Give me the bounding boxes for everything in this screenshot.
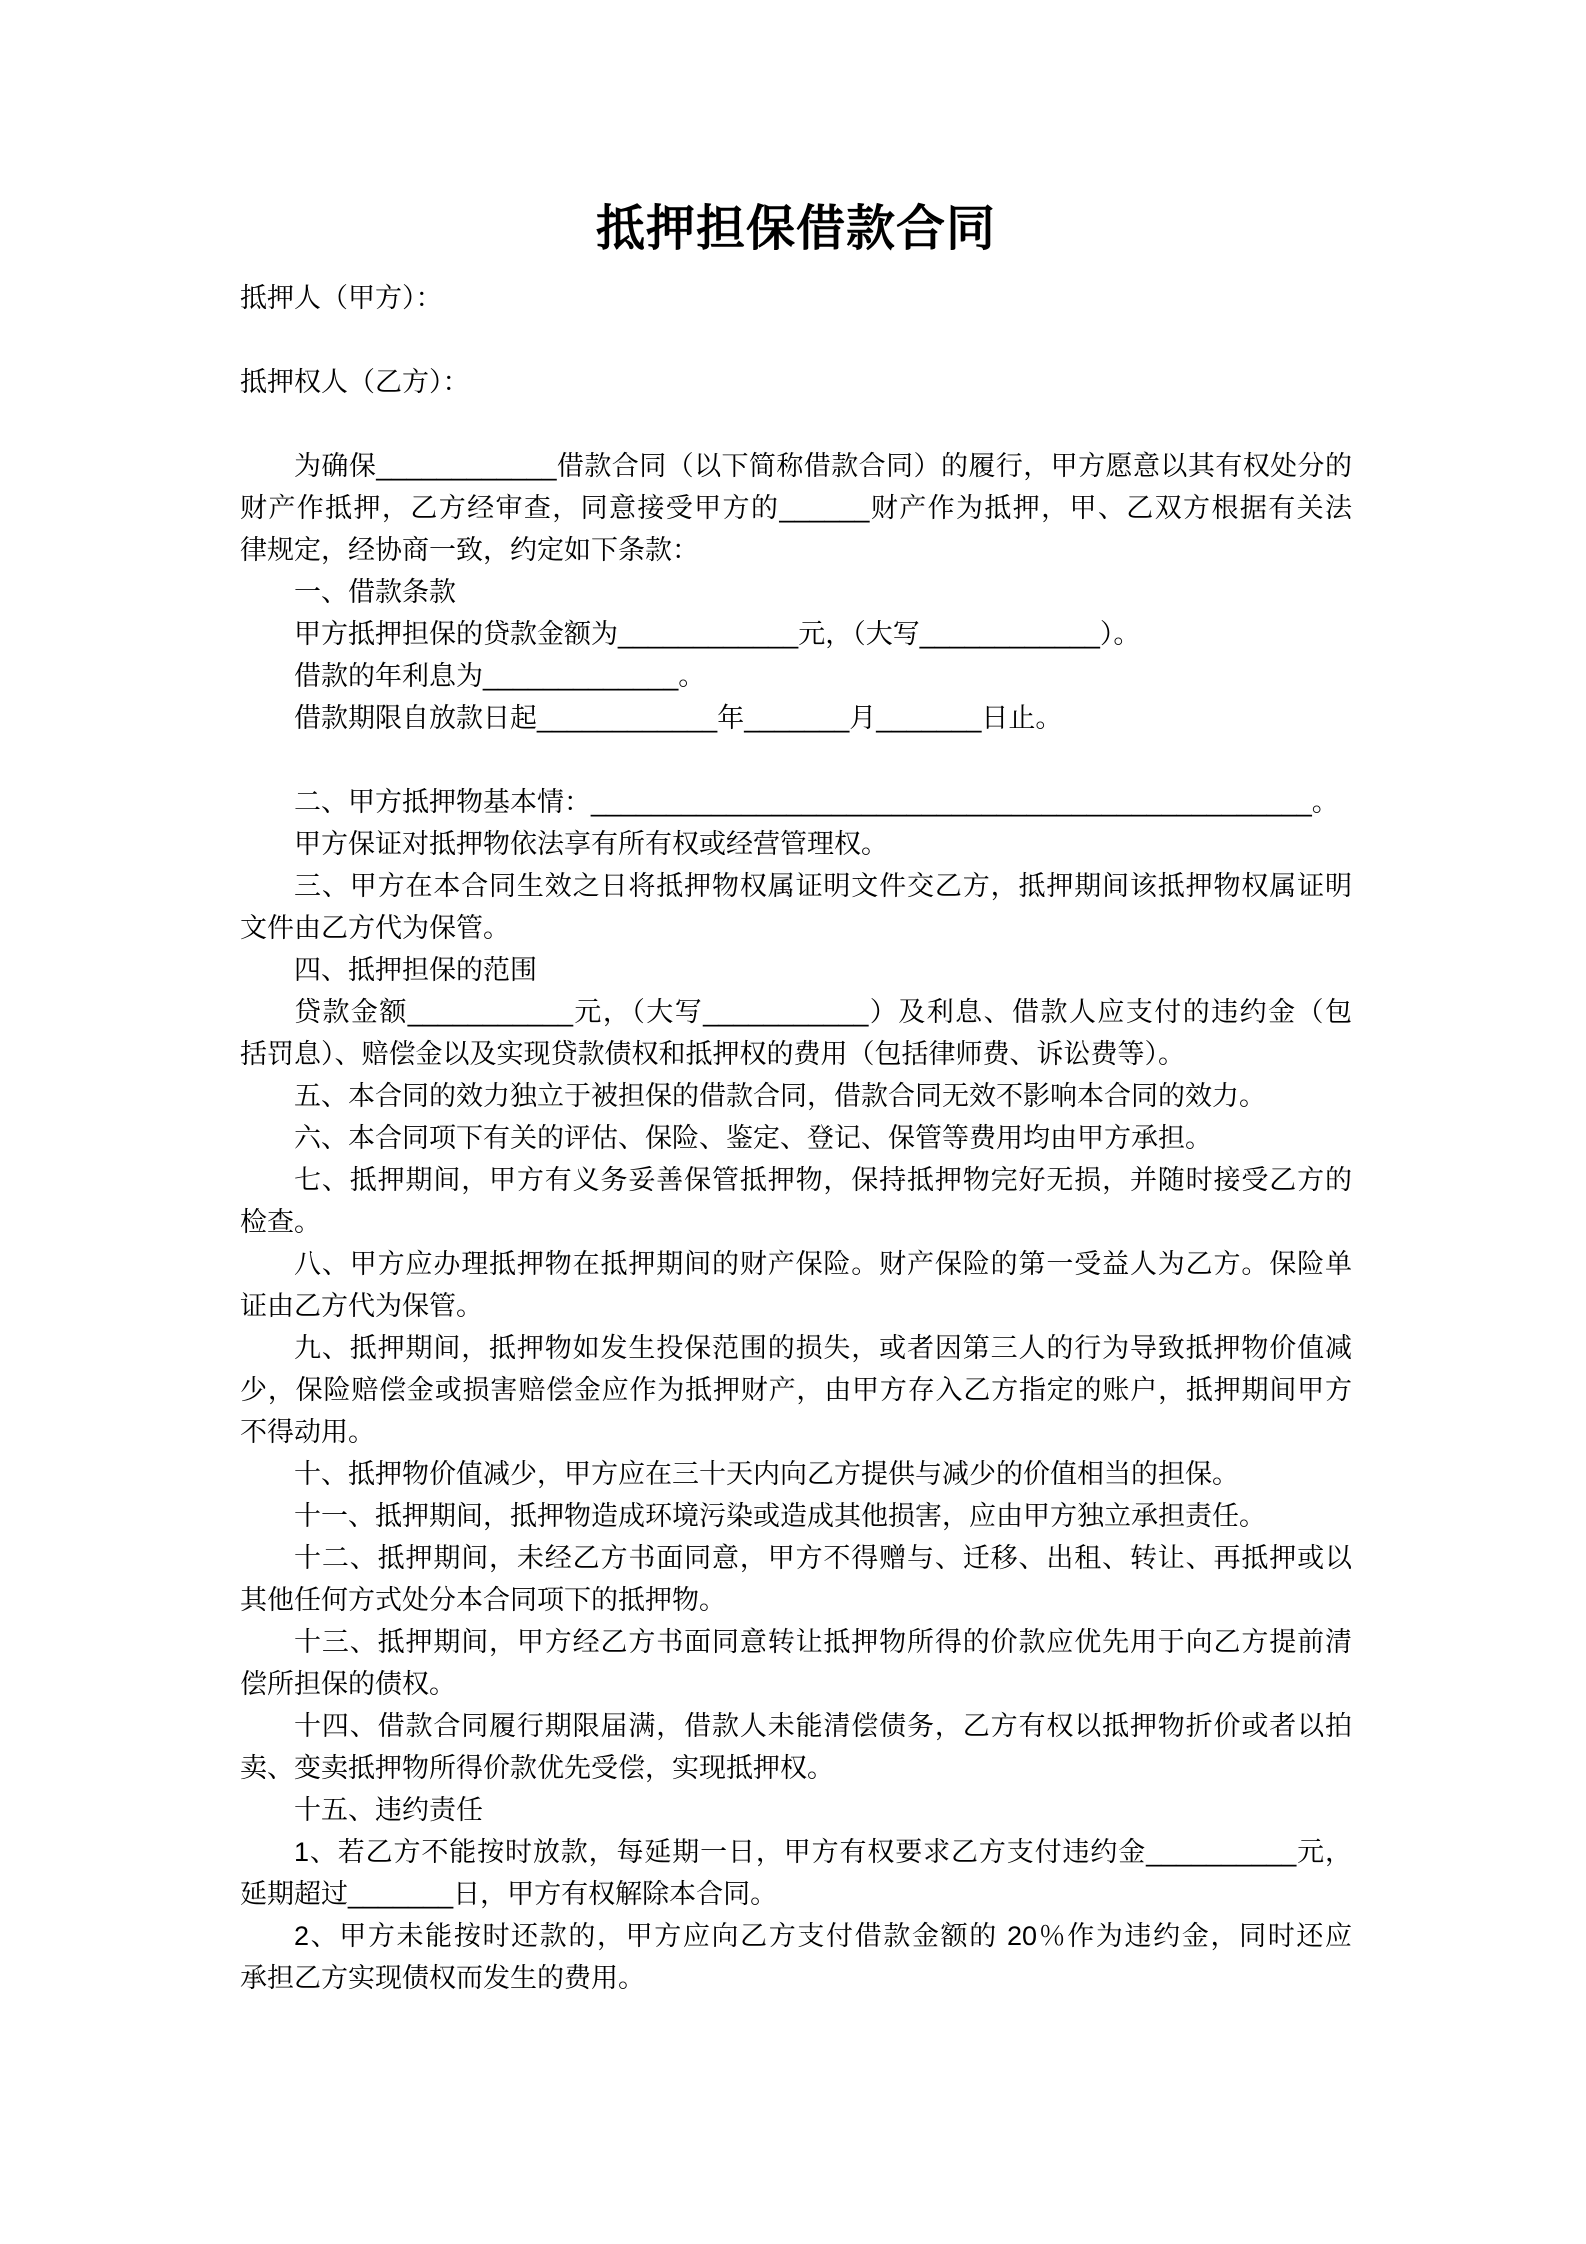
contract-line: 六、本合同项下有关的评估、保险、鉴定、登记、保管等费用均由甲方承担。 [294,1123,1212,1153]
contract-line: 十、抵押物价值减少，甲方应在三十天内向乙方提供与减少的价值相当的担保。 [294,1459,1239,1489]
contract-line: 卖、变卖抵押物所得价款优先受偿，实现抵押权。 [240,1753,834,1783]
contract-line: 十一、抵押期间，抵押物造成环境污染或造成其他损害，应由甲方独立承担责任。 [294,1501,1266,1531]
contract-line: 借款期限自放款日起____________年_______月_______日止。 [294,703,1063,733]
contract-line: 抵押权人（乙方）： [240,367,470,397]
contract-line: 为确保____________借款合同（以下简称借款合同）的履行，甲方愿意以其有权处分的 [294,451,1352,481]
contract-line: 借款的年利息为_____________。 [294,661,706,691]
contract-line: 财产作抵押，乙方经审查，同意接受甲方的______财产作为抵押，甲、乙双方根据有关法 [240,493,1352,523]
contract-line: 抵押人（甲方）： [240,283,443,313]
contract-line: 其他任何方式处分本合同项下的抵押物。 [240,1585,726,1615]
contract-line: 承担乙方实现债权而发生的费用。 [240,1963,645,1993]
contract-line: 检查。 [240,1207,321,1237]
contract-line: 不得动用。 [240,1417,375,1447]
contract-line: 十二、抵押期间，未经乙方书面同意，甲方不得赠与、迁移、出租、转让、再抵押或以 [294,1543,1352,1573]
contract-line: 偿所担保的债权。 [240,1669,456,1699]
document-body [240,277,1352,1999]
contract-line: 延期超过_______日，甲方有权解除本合同。 [240,1879,778,1909]
contract-line: 文件由乙方代为保管。 [240,913,510,943]
contract-line: 少，保险赔偿金或损害赔偿金应作为抵押财产，由甲方存入乙方指定的账户，抵押期间甲方 [240,1375,1352,1405]
contract-line: 三、甲方在本合同生效之日将抵押物权属证明文件交乙方，抵押期间该抵押物权属证明 [294,871,1352,901]
document-title: 抵押担保借款合同 [595,202,996,256]
contract-line: 十三、抵押期间，甲方经乙方书面同意转让抵押物所得的价款应优先用于向乙方提前清 [294,1627,1352,1657]
contract-line: 十五、违约责任 [294,1795,483,1825]
contract-document [240,0,1352,1999]
contract-line: 八、甲方应办理抵押物在抵押期间的财产保险。财产保险的第一受益人为乙方。保险单 [294,1249,1352,1279]
blank-line [240,403,1352,445]
contract-line: 一、借款条款 [294,577,456,607]
contract-line: 律规定，经协商一致，约定如下条款： [240,535,699,565]
contract-line: 二、甲方抵押物基本情：________________________________________________。 [294,787,1339,817]
contract-line: 十四、借款合同履行期限届满，借款人未能清偿债务，乙方有权以抵押物折价或者以拍 [294,1711,1352,1741]
contract-line: 1、若乙方不能按时放款，每延期一日，甲方有权要求乙方支付违约金__________元， [294,1837,1352,1867]
blank-line [240,739,1352,781]
blank-line [240,319,1352,361]
contract-line: 九、抵押期间，抵押物如发生投保范围的损失，或者因第三人的行为导致抵押物价值减 [294,1333,1352,1363]
contract-line: 五、本合同的效力独立于被担保的借款合同，借款合同无效不影响本合同的效力。 [294,1081,1266,1111]
contract-line: 证由乙方代为保管。 [240,1291,483,1321]
contract-line: 四、抵押担保的范围 [294,955,537,985]
contract-line: 2、甲方未能按时还款的，甲方应向乙方支付借款金额的 20％作为违约金，同时还应 [294,1921,1352,1951]
contract-line: 括罚息）、赔偿金以及实现贷款债权和抵押权的费用（包括律师费、诉讼费等）。 [240,1039,1185,1069]
contract-line: 甲方抵押担保的贷款金额为____________元，（大写____________）。 [294,619,1141,649]
contract-line: 甲方保证对抵押物依法享有所有权或经营管理权。 [294,829,888,859]
contract-line: 七、抵押期间，甲方有义务妥善保管抵押物，保持抵押物完好无损，并随时接受乙方的 [294,1165,1352,1195]
contract-line: 贷款金额___________元，（大写___________）及利息、借款人应支付的违约金（包 [294,997,1352,1027]
